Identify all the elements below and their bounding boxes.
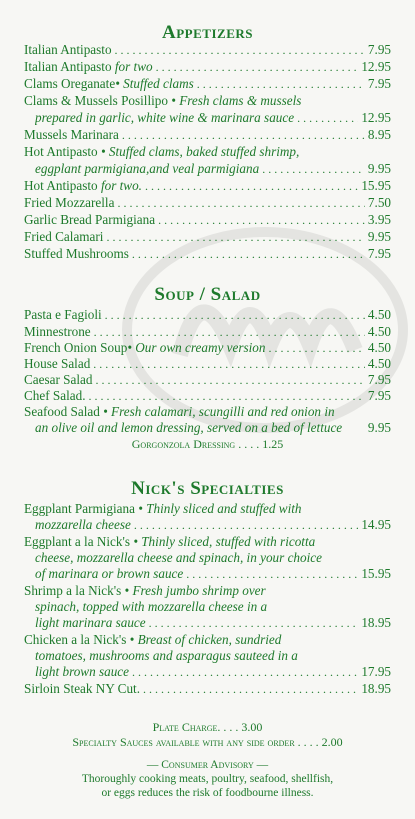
leader-dots [89, 388, 365, 404]
item-name: Hot Antipasto [24, 144, 98, 159]
leader-dots [106, 229, 364, 245]
item-description: • Fresh clams & mussels [168, 93, 302, 108]
item-description: of marinara or brown sauce [35, 566, 184, 581]
item-description: for two [114, 59, 153, 74]
item-price: 9.95 [367, 161, 391, 176]
item-description: • Thinly sliced, stuffed with ricotta [130, 534, 316, 549]
item-price: 4.50 [367, 356, 391, 371]
item-name: Shrimp a la Nick's [24, 583, 122, 598]
item-description: an olive oil and lemon dressing, served on a bed of lettuce [35, 420, 343, 435]
menu-item-cont [35, 615, 391, 631]
item-description: • Thinly sliced and stuffed with [134, 501, 302, 516]
item-name: Chicken a la Nick's [24, 632, 127, 647]
item-description: • Stuffed clams, baked stuffed shrimp, [97, 144, 300, 159]
item-description: • Stuffed clams [115, 76, 194, 91]
menu-item [24, 388, 391, 404]
item-name: Clams & Mussels Posillipo [24, 93, 168, 108]
menu-item [24, 195, 391, 211]
leader-dots [105, 307, 365, 323]
menu-item [24, 212, 391, 228]
menu-item [24, 501, 391, 517]
item-name: Eggplant Parmigiana [24, 501, 135, 516]
item-description: cheese, mozzarella cheese and spinach, in your choice [35, 550, 322, 565]
item-price: 9.95 [367, 420, 391, 435]
item-name: Pasta e Fagioli [24, 307, 102, 322]
menu-item [24, 59, 391, 75]
item-price: 7.95 [367, 372, 391, 387]
menu-item-cont [35, 566, 391, 582]
leader-dots [132, 246, 365, 262]
item-name: Sirloin Steak NY Cut. [24, 681, 141, 696]
leader-dots [94, 324, 365, 340]
plate-charge-note: Plate Charge. . . . 3.00 [152, 720, 263, 734]
menu-item-cont [35, 161, 391, 177]
item-name: Caesar Salad [24, 372, 93, 387]
menu-item [24, 632, 391, 648]
menu-item [24, 356, 391, 372]
item-price: 14.95 [361, 517, 391, 532]
item-description: mozzarella cheese [35, 517, 131, 532]
item-price: 3.95 [367, 212, 391, 227]
item-description: • Fresh jumbo shrimp over [121, 583, 266, 598]
item-description: for two. [100, 178, 142, 193]
item-price: 17.95 [361, 664, 391, 679]
item-price: 7.95 [367, 246, 391, 261]
item-name: Eggplant a la Nick's [24, 534, 131, 549]
advisory-line: Thoroughly cooking meats, poultry, seafood, shellfish, [81, 773, 334, 785]
leader-dots [158, 212, 365, 228]
item-price: 9.95 [367, 229, 391, 244]
leader-dots [132, 664, 358, 680]
item-description: light marinara sauce [35, 615, 146, 630]
menu-item [24, 583, 391, 599]
leader-dots [186, 566, 358, 582]
menu-item [24, 324, 391, 340]
dressing-note: Gorgonzola Dressing . . . . 1.25 [131, 437, 284, 451]
item-price: 15.95 [361, 178, 391, 193]
leader-dots [122, 127, 365, 143]
menu-item-cont [35, 599, 391, 615]
item-price: 4.50 [367, 340, 391, 355]
item-name: Clams Oreganate [24, 76, 116, 91]
leader-dots [115, 42, 365, 58]
item-description: • Breast of chicken, sundried [126, 632, 282, 647]
item-name: French Onion Soup [24, 340, 128, 355]
item-price: 18.95 [361, 681, 391, 696]
item-price: 4.50 [367, 324, 391, 339]
item-description: light brown sauce [35, 664, 130, 679]
item-description: prepared in garlic, white wine & marinara sauce [35, 110, 295, 125]
item-price: 12.95 [361, 59, 391, 74]
item-description: • Our own creamy version [127, 340, 266, 355]
item-price: 8.95 [367, 127, 391, 142]
menu-item-cont [35, 420, 391, 436]
menu-item [24, 144, 391, 160]
item-price: 7.95 [367, 42, 391, 57]
leader-dots [149, 615, 359, 631]
menu-item [24, 307, 391, 323]
leader-dots [297, 110, 358, 126]
menu-item [24, 372, 391, 388]
item-price: 7.95 [367, 76, 391, 91]
soup-salad-title: Soup / Salad [154, 284, 261, 305]
leader-dots [93, 356, 365, 372]
item-name: House Salad [24, 356, 91, 371]
menu-item [24, 178, 391, 194]
menu-item-cont [35, 110, 391, 126]
menu-item [24, 340, 391, 356]
item-price: 15.95 [361, 566, 391, 581]
item-name: Fried Calamari [24, 229, 104, 244]
item-price: 7.95 [367, 388, 391, 403]
menu-item-cont [35, 648, 391, 664]
item-name: Fried Mozzarella [24, 195, 115, 210]
item-name: Italian Antipasto [24, 42, 112, 57]
appetizers-title: Appetizers [162, 22, 253, 43]
item-name: Mussels Marinara [24, 127, 119, 142]
menu-item-cont [35, 517, 391, 533]
menu-item-cont [35, 664, 391, 680]
menu-item [24, 93, 391, 109]
menu-item [24, 127, 391, 143]
item-name: Stuffed Mushrooms [24, 246, 129, 261]
item-description: • Fresh calamari, scungilli and red onion in [99, 404, 335, 419]
advisory-title: — Consumer Advisory — [146, 759, 269, 771]
leader-dots [145, 178, 358, 194]
menu-item [24, 229, 391, 245]
item-name: Seafood Salad [24, 404, 100, 419]
leader-dots [143, 681, 358, 697]
leader-dots [156, 59, 359, 75]
leader-dots [95, 372, 364, 388]
specialties-title: Nick's Specialties [131, 478, 284, 499]
item-name: Chef Salad. [24, 388, 86, 403]
menu-item [24, 534, 391, 550]
menu-item [24, 404, 391, 420]
menu-item [24, 76, 391, 92]
leader-dots [117, 195, 364, 211]
leader-dots [197, 76, 365, 92]
item-name: Italian Antipasto [24, 59, 112, 74]
item-name: Hot Antipasto [24, 178, 98, 193]
item-name: Minnestrone [24, 324, 91, 339]
menu-item [24, 42, 391, 58]
advisory-line: or eggs reduces the risk of foodbourne illness. [101, 787, 314, 799]
item-description: spinach, topped with mozzarella cheese in a [35, 599, 268, 614]
specialty-sauces-note: Specialty Sauces available with any side order . . . . 2.00 [72, 735, 343, 749]
item-price: 12.95 [361, 110, 391, 125]
item-description: eggplant parmigiana,and veal parmigiana [35, 161, 260, 176]
item-price: 18.95 [361, 615, 391, 630]
item-price: 7.50 [367, 195, 391, 210]
menu-item-cont [35, 550, 391, 566]
leader-dots [134, 517, 359, 533]
menu-item [24, 681, 391, 697]
leader-dots [262, 161, 365, 177]
item-description: tomatoes, mushrooms and asparagus sauteed in a [35, 648, 298, 663]
item-price: 4.50 [367, 307, 391, 322]
menu-item [24, 246, 391, 262]
leader-dots [269, 340, 365, 356]
item-name: Garlic Bread Parmigiana [24, 212, 156, 227]
